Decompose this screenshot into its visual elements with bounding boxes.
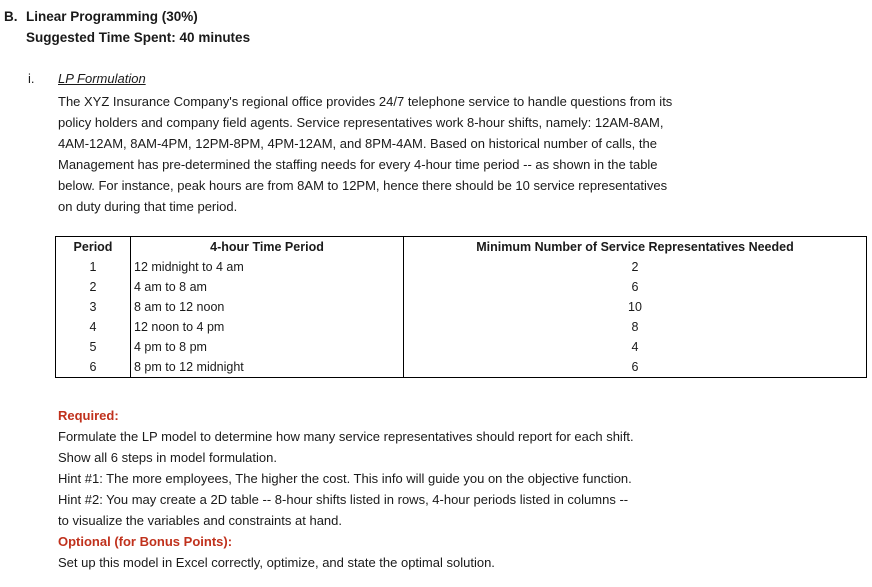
section-title: Linear Programming (30%): [26, 9, 198, 24]
paragraph-line: Management has pre-determined the staffing needs for every 4-hour time period -- as shown in the table: [58, 157, 658, 172]
paragraph-line: policy holders and company field agents. Service representatives work 8-hour shifts, namely: 12AM-8AM,: [58, 115, 664, 130]
cell-min-reps: 4: [404, 337, 867, 357]
paragraph-line: The XYZ Insurance Company's regional office provides 24/7 telephone service to handle questions from its: [58, 94, 673, 109]
table-header-row: [56, 237, 867, 258]
table-row: [56, 277, 867, 297]
table-row: [56, 337, 867, 357]
optional-heading: Optional (for Bonus Points):: [58, 534, 233, 549]
section-letter: B.: [4, 9, 18, 24]
cell-time-period: 4 pm to 8 pm: [131, 337, 404, 357]
requirements-block: [58, 405, 758, 573]
table-row: [56, 357, 867, 378]
problem-description: [58, 91, 718, 217]
cell-min-reps: 6: [404, 357, 867, 378]
cell-time-period: 12 midnight to 4 am: [131, 257, 404, 277]
paragraph-line: 4AM-12AM, 8AM-4PM, 12PM-8PM, 4PM-12AM, and 8PM-4AM. Based on historical number of calls, the: [58, 136, 657, 151]
section-heading: [4, 8, 198, 26]
suggested-time-label: Suggested Time Spent:: [26, 30, 176, 45]
cell-time-period: 8 am to 12 noon: [131, 297, 404, 317]
header-min-reps: Minimum Number of Service Representatives Needed: [404, 237, 867, 258]
cell-period: 4: [56, 317, 131, 337]
optional-line: Set up this model in Excel correctly, optimize, and state the optimal solution.: [58, 555, 495, 570]
required-heading: Required:: [58, 408, 119, 423]
cell-time-period: 4 am to 8 am: [131, 277, 404, 297]
paragraph-line: on duty during that time period.: [58, 199, 238, 214]
cell-time-period: 8 pm to 12 midnight: [131, 357, 404, 378]
cell-period: 5: [56, 337, 131, 357]
cell-period: 3: [56, 297, 131, 317]
cell-period: 1: [56, 257, 131, 277]
cell-min-reps: 10: [404, 297, 867, 317]
subsection-numeral: i.: [28, 71, 35, 86]
subsection-title: LP Formulation: [58, 71, 146, 86]
suggested-time: [26, 29, 250, 47]
table-row: [56, 317, 867, 337]
suggested-time-value: 40 minutes: [179, 30, 251, 45]
cell-period: 6: [56, 357, 131, 378]
cell-time-period: 12 noon to 4 pm: [131, 317, 404, 337]
required-line: Show all 6 steps in model formulation.: [58, 450, 277, 465]
staffing-table: [55, 236, 867, 378]
paragraph-line: below. For instance, peak hours are from 8AM to 12PM, hence there should be 10 service representatives: [58, 178, 668, 193]
required-line: Formulate the LP model to determine how many service representatives should report for each shift.: [58, 429, 634, 444]
table-row: [56, 297, 867, 317]
hint-line: Hint #1: The more employees, The higher the cost. This info will guide you on the objective function.: [58, 471, 632, 486]
cell-min-reps: 8: [404, 317, 867, 337]
hint-line: to visualize the variables and constraints at hand.: [58, 513, 343, 528]
cell-min-reps: 6: [404, 277, 867, 297]
hint-line: Hint #2: You may create a 2D table -- 8-hour shifts listed in rows, 4-hour periods listed in columns --: [58, 492, 629, 507]
table-row: [56, 257, 867, 277]
header-period: Period: [56, 237, 131, 258]
header-time-period: 4-hour Time Period: [131, 237, 404, 258]
cell-period: 2: [56, 277, 131, 297]
cell-min-reps: 2: [404, 257, 867, 277]
